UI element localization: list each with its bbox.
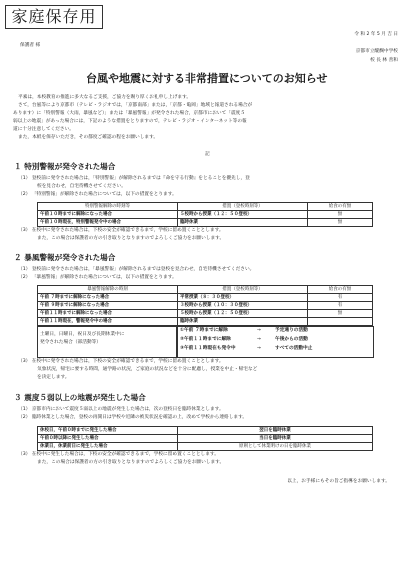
section3-item: （2） 臨時休業とした場合，登校の再開日は学校や近隣の被災状況を確認の上，改めて学校から連絡します。 <box>18 415 248 420</box>
intro-line: さて，台風等により京都市（テレビ・ラジオでは，「京都南部」または，「京都・亀岡」地域と報道される場合が <box>18 103 253 108</box>
section2-after: 気象状況，帰宅に要する時間，通学路の状況，ご家庭の状況などを十分に配慮し，授業を中止・帰宅など <box>37 367 258 372</box>
table-cell: 臨時休業 <box>178 219 308 227</box>
section2-after: を決定します。 <box>37 375 70 380</box>
table-cell: 午前１１時までに解除になった場合 <box>38 310 178 318</box>
weekend-label: 発令された場合（部活動等） <box>40 340 101 345</box>
addressee: 保護者 様 <box>20 43 41 48</box>
section2-item: （1） 登校前に発令された場合は，「暴風警報」が解除されるまでは登校を見合わせ，自宅待機させてください。 <box>18 267 255 272</box>
table-header-row <box>38 203 373 211</box>
weekend-rule: ②午前１１時までに解除 <box>180 337 231 342</box>
table-cell: 翌日を臨時休業 <box>178 427 373 435</box>
section3-item: （1） 京都市内において震度５弱以上の地震が発生した場合は，次の登校日を臨時休業とします。 <box>18 407 224 412</box>
arrow-icon: → <box>257 328 261 333</box>
table-cell: 午前１０時までに解除になった場合 <box>38 211 178 219</box>
intro-line: 弱以上の地震」があった場合には，下記のような措置をとりますので，テレビ・ラジオ・インターネット等の報 <box>13 119 247 124</box>
section3-after: （3） 在校中に発生した場合は，下校の安全が確認できるまで，学校に留め置くこととします。 <box>18 452 219 457</box>
table-row <box>38 443 373 451</box>
table-cell: 有 <box>308 294 373 302</box>
section2-item: （2） 「暴風警報」が解除された場合については，以下の措置をとります。 <box>18 275 177 280</box>
weekend-result: すべての活動中止 <box>275 346 313 351</box>
table-cell: 午前 ７時までに解除になった場合 <box>38 294 178 302</box>
section2-table <box>37 285 373 326</box>
intro-line: 平素は，本校教育の推進に多大なるご支援，ご協力を賜り厚くお礼申し上げます。 <box>18 95 192 100</box>
table-header: 給食の有無 <box>308 203 373 211</box>
table-row <box>38 435 373 443</box>
weekend-result: 予定通りの活動 <box>275 328 308 333</box>
section1-item: （1） 登校前に発令された場合は，「特別警報」が解除されるまでは『命を守る行動』をとることを優先し，登 <box>18 176 250 181</box>
table-header: 措置（登校時刻等） <box>178 203 308 211</box>
table-cell: ３校時から授業（１０：３０登校） <box>178 302 308 310</box>
weekend-rule: ①午前 ７時までに解除 <box>180 328 228 333</box>
table-cell: ５校時から授業（１２：５０登校） <box>178 310 308 318</box>
table-cell: 無 <box>308 219 373 227</box>
table-cell: 有 <box>308 302 373 310</box>
ki-marker: 記 <box>205 152 210 157</box>
section3-heading: ３ 震度５弱以上の地震が発生した場合 <box>14 393 146 402</box>
intro-line: 道に十分注意してください。 <box>13 127 74 132</box>
intro-line: あります）に「特別警報（大雨，暴風など）」または「暴風警報」が発令された場合，京都市において「震度５ <box>13 111 246 116</box>
section2-after: （3） 在校中に発令された場合は，下校の安全が確認できるまで，学校に留め置くこととします。 <box>18 359 224 364</box>
table-row <box>38 294 373 302</box>
arrow-icon: → <box>257 337 261 342</box>
table-cell: 当日を臨時休業 <box>178 435 373 443</box>
section1-item: （2） 「特別警報」が解除された場合については，以下の措置をとります。 <box>18 192 177 197</box>
table-row <box>38 219 373 227</box>
table-cell: 無 <box>308 211 373 219</box>
section1-item: 校を見合わせ，自宅待機させてください。 <box>37 184 126 189</box>
intro-line: また，本紙を保存いただき，その都度ご確認の程をお願いします。 <box>18 135 159 140</box>
table-cell: 午前０時以降に発生した場合 <box>38 435 178 443</box>
stamp-label: 家庭保存用 <box>5 5 103 29</box>
section2-heading: ２ 暴風警報が発令された場合 <box>14 253 116 262</box>
table-row <box>38 211 373 219</box>
table-cell: 午前１０時現在，特別警報発令中の場合 <box>38 219 178 227</box>
page-title: 台風や地震に対する非常措置についてのお知らせ <box>86 72 328 85</box>
table-row <box>38 302 373 310</box>
table-cell: 臨時休業 <box>178 318 308 326</box>
table-cell: 無 <box>308 310 373 318</box>
table-header: 特別警報解除の時刻等 <box>38 203 178 211</box>
section1-after: また，この場合は保護者の方の引き取りとなりますのでよろしくご協力をお願いします。 <box>37 236 225 241</box>
table-cell: 休校日，午前０時までに発生した場合 <box>38 427 178 435</box>
section3-after: また，この場合は保護者の方の引き取りとなりますのでよろしくご協力をお願いします。 <box>37 460 225 465</box>
table-cell: 午前 ９時までに解除になった場合 <box>38 302 178 310</box>
table-row <box>38 310 373 318</box>
table-header: 給食の有無 <box>308 286 373 294</box>
table-cell: 平常授業（８：３０登校） <box>178 294 308 302</box>
table-cell: 休業日，休業前日に発生した場合 <box>38 443 178 451</box>
table-header: 措置（登校時刻等） <box>178 286 308 294</box>
table-cell: 原則として休業明けの日を臨時休業 <box>178 443 373 451</box>
table-cell <box>308 318 373 326</box>
weekend-label: 土曜日，日曜日，祝日及び長期休業中に <box>40 332 125 337</box>
date: 令 和 2 年 5 月 吉 日 <box>354 32 398 37</box>
weekend-rule: ③午前１１時現在も発令中 <box>180 346 236 351</box>
table-header: 暴風警報解除の時刻 <box>38 286 178 294</box>
table-row <box>38 427 373 435</box>
closing-note: 以上，お手様にもその旨ご指導をお願いします。 <box>287 479 390 484</box>
table-header-row <box>38 286 373 294</box>
sender-principal: 校 長 林 善和 <box>370 58 398 63</box>
section3-table <box>37 426 373 451</box>
section1-table <box>37 202 373 227</box>
table-cell: ５校時から授業（１２：５０登校） <box>178 211 308 219</box>
table-row <box>38 318 373 326</box>
weekend-result: 午後からの活動 <box>275 337 308 342</box>
section1-after: （3） 在校中に発令された場合は，下校の安全が確認できるまで，学校に留め置くこととします。 <box>18 228 224 233</box>
section1-heading: １ 特別警報が発令された場合 <box>14 162 116 171</box>
table-cell: 午前１１時現在，警報発令中の場合 <box>38 318 178 326</box>
arrow-icon: → <box>257 346 261 351</box>
sender-school: 京都市立醍醐中学校 <box>355 49 398 54</box>
